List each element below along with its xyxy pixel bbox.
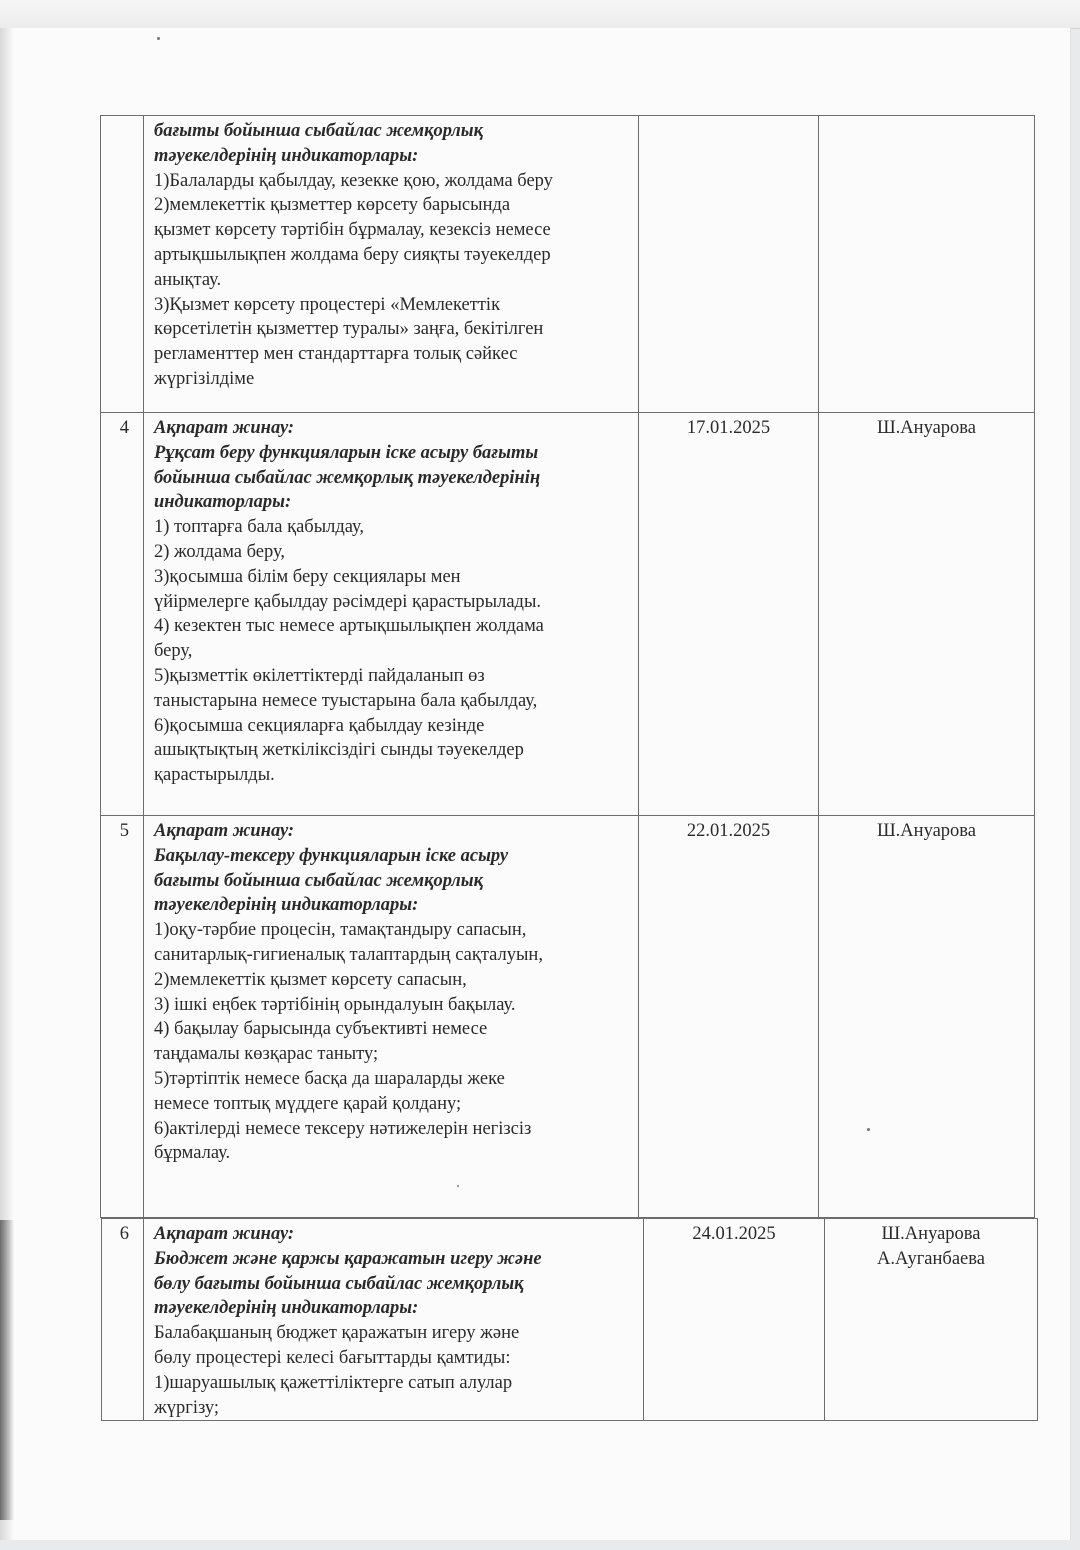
- body-line: артықшылықпен жолдама беру сияқты тәуекелдер: [154, 244, 551, 265]
- scan-speck: [457, 1185, 459, 1187]
- body-line: 6)қосымша секцияларға қабылдау кезінде: [154, 715, 485, 736]
- scan-speck: [867, 1128, 870, 1131]
- body-line: регламенттер мен стандарттарға толық сәйкес: [154, 344, 518, 365]
- row-number: 5: [101, 816, 144, 1218]
- body-line: 3)Қызмет көрсету процестері «Мемлекеттік: [154, 294, 501, 315]
- body-line: 2)мемлекеттік қызмет көрсету сапасын,: [154, 969, 467, 990]
- row-number: [101, 116, 144, 413]
- row-number: 6: [102, 1219, 144, 1421]
- heading-line: Бюджет және қаржы қаражатын игеру және: [154, 1248, 542, 1269]
- body-line: 2) жолдама беру,: [154, 541, 286, 562]
- heading-line: Ақпарат жинау:: [154, 418, 295, 438]
- heading-line: тәуекелдерінің индикаторлары:: [154, 145, 419, 166]
- heading-line: бөлу бағыты бойынша сыбайлас жемқорлық: [154, 1273, 524, 1294]
- body-line: 5)қызметтік өкілеттіктерді пайдаланып өз: [154, 665, 485, 686]
- row-description: [144, 413, 639, 816]
- row-responsible: Ш.Ануарова: [819, 413, 1035, 816]
- heading-line: Бақылау-тексеру функцияларын іске асыру: [154, 845, 509, 866]
- row-date: 24.01.2025: [644, 1219, 825, 1421]
- body-line: 4) бақылау барысында субъективті немесе: [154, 1019, 488, 1040]
- body-line: санитарлық-гигиеналық талаптардың сақталуын,: [154, 944, 543, 965]
- row-description: [144, 116, 639, 413]
- heading-line: бойынша сыбайлас жемқорлық тәуекелдерінің: [154, 467, 541, 488]
- row-responsible: Ш.Ануарова А.Ауганбаева: [825, 1219, 1038, 1421]
- body-line: беру,: [154, 641, 193, 662]
- heading-line: Ақпарат жинау:: [154, 821, 295, 841]
- body-line: қарастырылды.: [154, 765, 275, 786]
- body-line: бұрмалау.: [154, 1143, 231, 1164]
- row-responsible: [819, 116, 1035, 413]
- body-line: немесе топтық мүддеге қарай қолдану;: [154, 1093, 462, 1114]
- table-row: [101, 816, 1035, 1218]
- body-line: 1)Балаларды қабылдау, кезекке қою, жолдама беру: [154, 170, 553, 191]
- body-line: таныстарына немесе туыстарына бала қабылдау,: [154, 690, 538, 711]
- heading-line: индикаторлары:: [154, 492, 292, 513]
- body-line: 2)мемлекеттік қызметтер көрсету барысында: [154, 195, 511, 216]
- heading-line: Ақпарат жинау:: [154, 1224, 295, 1244]
- table-row: [101, 116, 1035, 413]
- body-line: қызмет көрсету тәртібін бұрмалау, кезексіз немесе: [154, 220, 551, 241]
- body-line: 1) топтарға бала қабылдау,: [154, 517, 365, 538]
- body-line: 4) кезектен тыс немесе артықшылықпен жолдама: [154, 616, 544, 637]
- body-line: 6)актілерді немесе тексеру нәтижелерін негізсіз: [154, 1118, 532, 1139]
- body-line: таңдамалы көзқарас таныту;: [154, 1044, 379, 1065]
- heading-line: бағыты бойынша сыбайлас жемқорлық: [154, 121, 483, 141]
- body-line: көрсетілетін қызметтер туралы» заңға, бекітілген: [154, 319, 544, 340]
- body-line: 1)оқу-тәрбие процесін, тамақтандыру сапасын,: [154, 920, 527, 941]
- heading-line: тәуекелдерінің индикаторлары:: [154, 895, 419, 916]
- body-line: 3) ішкі еңбек тәртібінің орындалуын бақылау.: [154, 994, 516, 1015]
- body-line: ашықтықтың жеткіліксіздігі сынды тәуекелдер: [154, 740, 524, 761]
- body-line: жүргізілдіме: [154, 368, 255, 389]
- body-line: анықтау.: [154, 269, 222, 290]
- body-line: Балабақшаның бюджет қаражатын игеру және: [154, 1323, 520, 1344]
- body-line: 3)қосымша білім беру секциялары мен: [154, 566, 461, 587]
- body-line: 5)тәртіптік немесе басқа да шараларды жеке: [154, 1068, 505, 1089]
- table-row: [101, 413, 1035, 816]
- row-description: [144, 1219, 644, 1421]
- row-date: 22.01.2025: [639, 816, 819, 1218]
- heading-line: Рұқсат беру функцияларын іске асыру бағыты: [154, 442, 539, 463]
- body-line: 1)шаруашылық қажеттіліктерге сатып алулар: [154, 1372, 513, 1393]
- heading-line: бағыты бойынша сыбайлас жемқорлық: [154, 870, 483, 891]
- body-line: бөлу процестері келесі бағыттарды қамтиды:: [154, 1347, 511, 1368]
- heading-line: тәуекелдерінің индикаторлары:: [154, 1298, 419, 1319]
- plan-table-upper: [100, 115, 1035, 1218]
- table-row: [102, 1219, 1038, 1421]
- row-responsible: Ш.Ануарова: [819, 816, 1035, 1218]
- scan-top-edge: [0, 0, 1080, 29]
- row-date: [639, 116, 819, 413]
- row-description: [144, 816, 639, 1218]
- row-number: 4: [101, 413, 144, 816]
- scan-left-dark-shadow: [0, 1220, 14, 1520]
- body-line: үйірмелерге қабылдау рәсімдері қарастырылады.: [154, 591, 542, 612]
- body-line: жүргізу;: [154, 1397, 220, 1418]
- scan-speck: [157, 37, 160, 40]
- plan-table-lower: [101, 1218, 1038, 1421]
- row-date: 17.01.2025: [639, 413, 819, 816]
